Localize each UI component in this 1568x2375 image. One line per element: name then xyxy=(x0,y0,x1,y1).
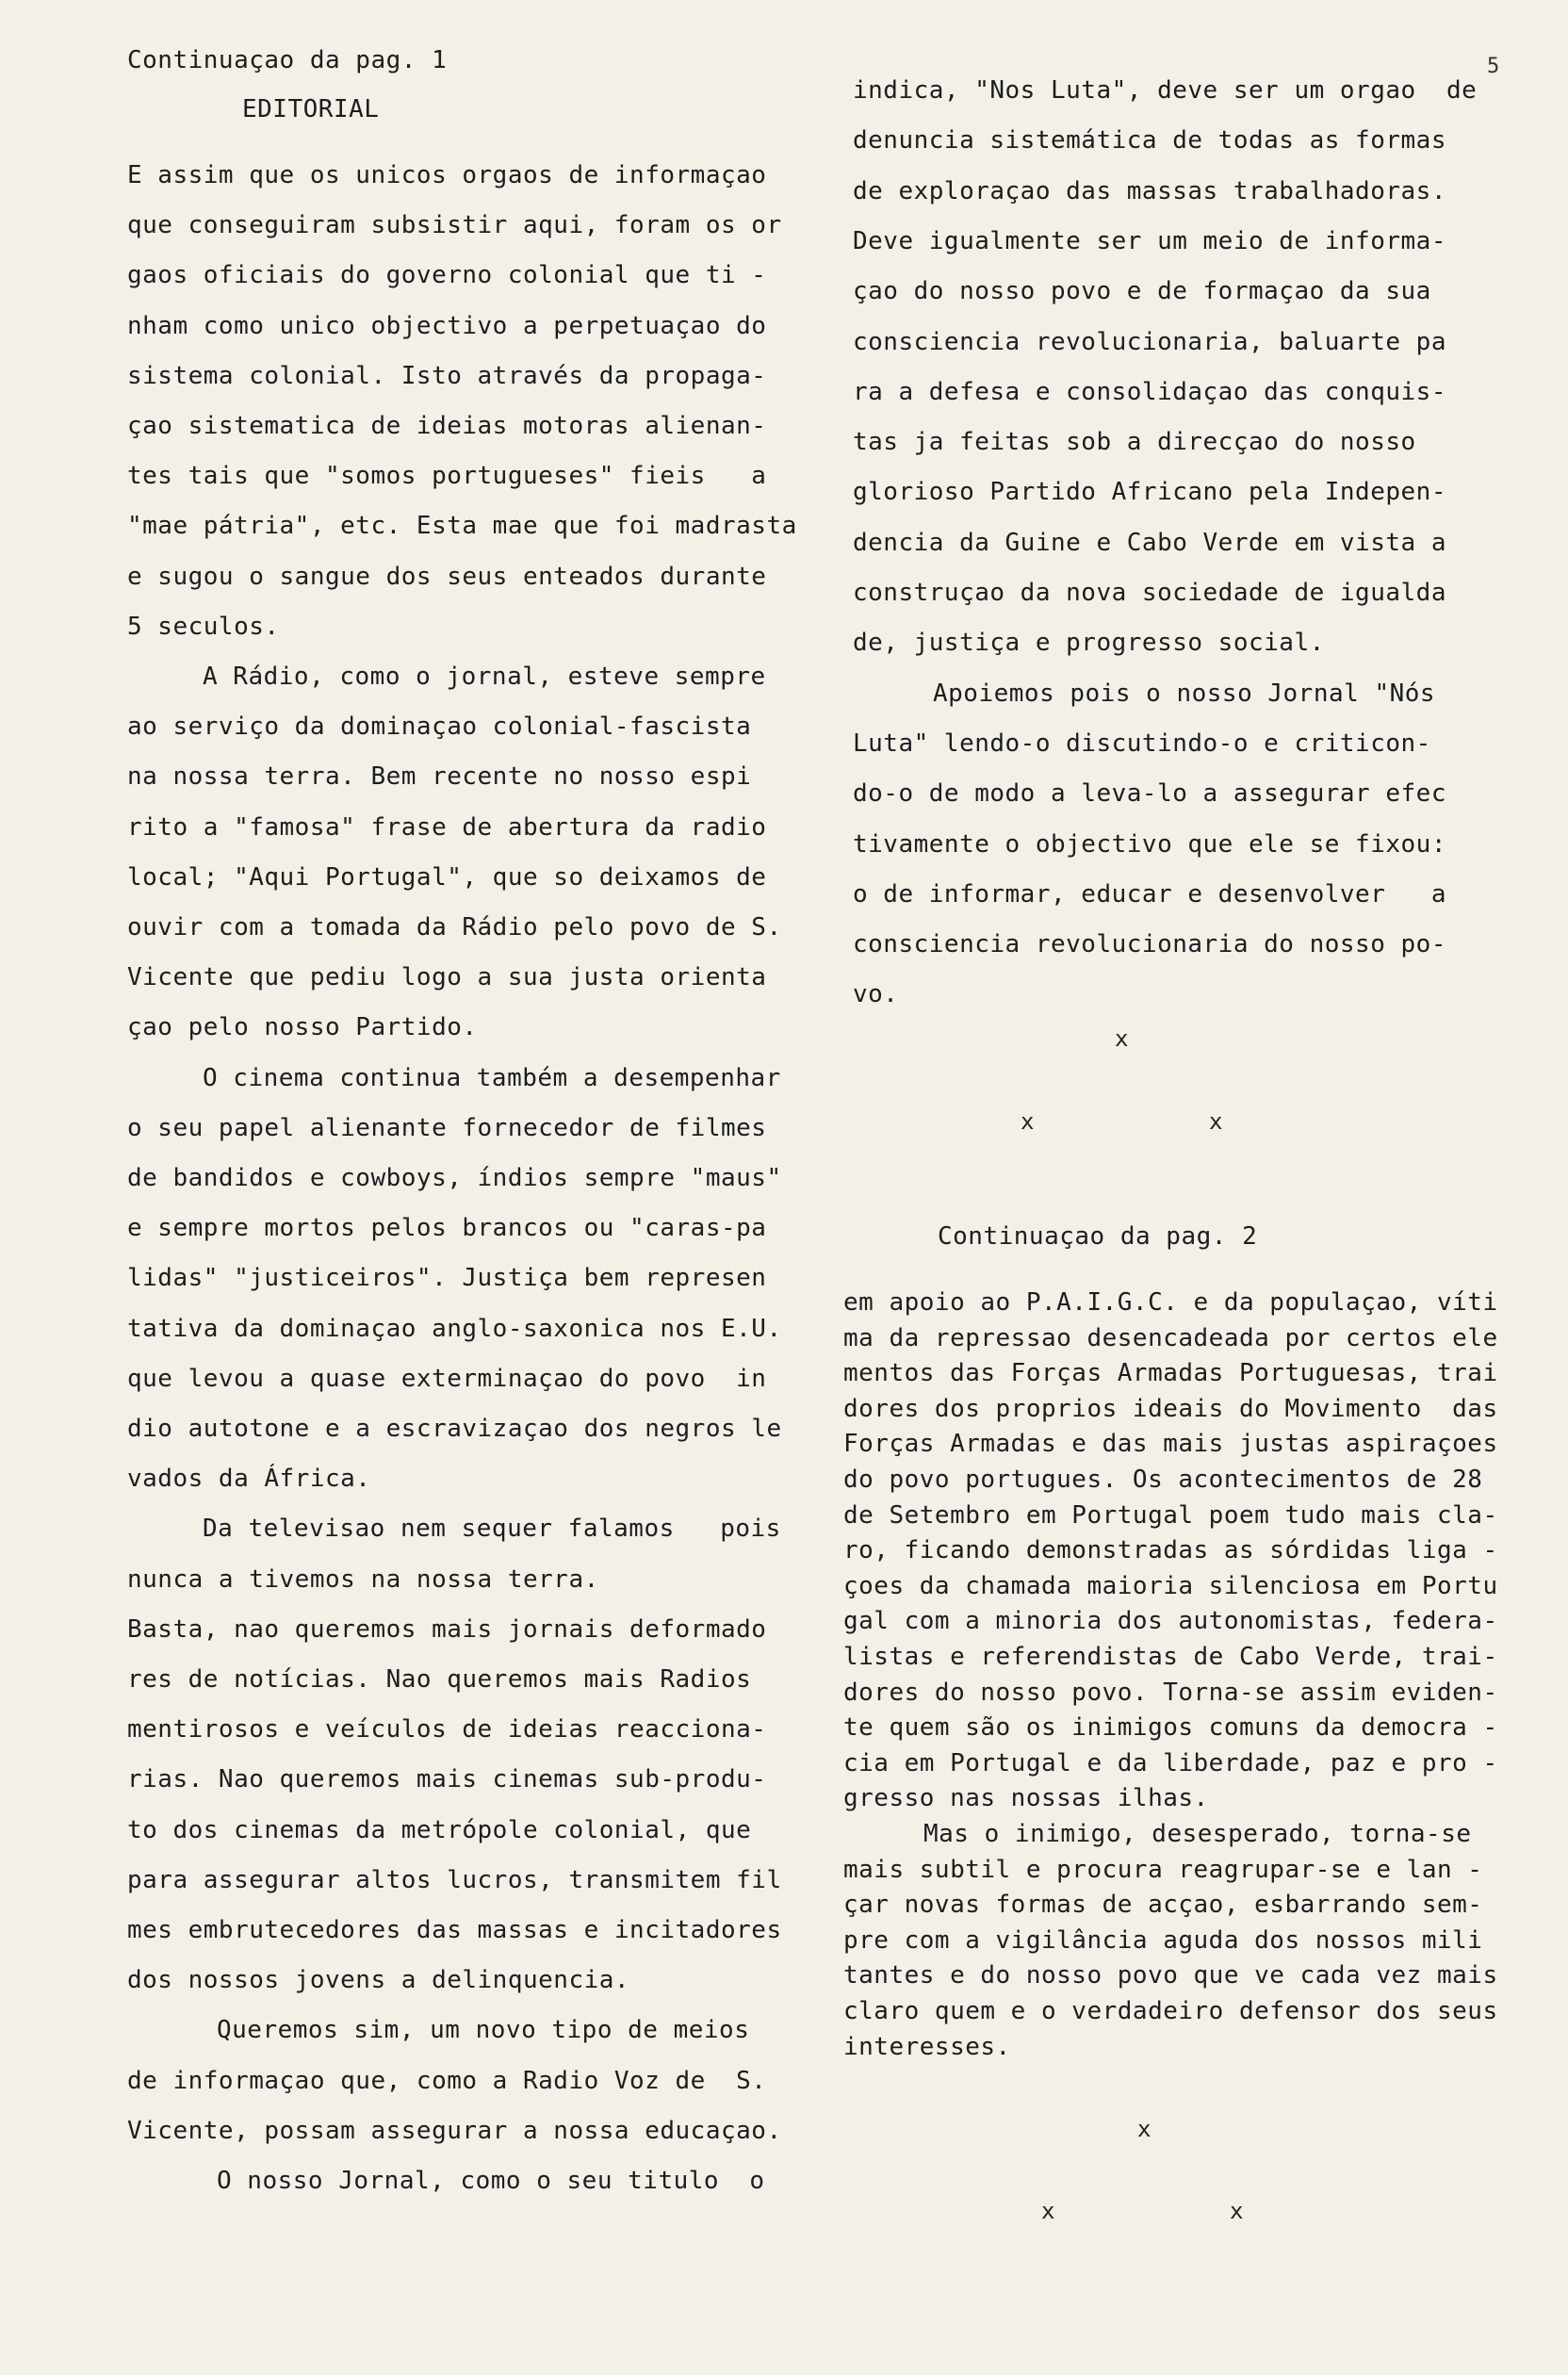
text-line: rito a "famosa" frase de abertura da radio xyxy=(127,812,767,842)
text-line: nham como unico objectivo a perpetuaçao do xyxy=(127,311,767,340)
text-line: e sempre mortos pelos brancos ou "caras-pa xyxy=(127,1214,767,1243)
text-line: Basta, nao queremos mais jornais deformado xyxy=(127,1614,767,1644)
text-line: O cinema continua também a desempenhar xyxy=(203,1063,781,1092)
text-line: para assegurar altos lucros, transmitem fil xyxy=(127,1865,782,1894)
text-line: cia em Portugal e da liberdade, paz e pro - xyxy=(843,1748,1498,1777)
editorial-title: EDITORIAL xyxy=(242,95,380,123)
text-line: de Setembro em Portugal poem tudo mais cla- xyxy=(843,1500,1498,1530)
text-line: to dos cinemas da metrópole colonial, que xyxy=(127,1815,752,1844)
text-line: do-o de modo a leva-lo a assegurar efec xyxy=(853,779,1446,809)
text-line: do povo portugues. Os acontecimentos de 28 xyxy=(843,1466,1483,1494)
separator-mark: x xyxy=(1021,1108,1035,1135)
text-line: çao sistematica de ideias motoras alienan- xyxy=(127,412,767,440)
text-line: çar novas formas de acçao, esbarrando sem- xyxy=(843,1891,1483,1920)
separator-mark: x xyxy=(1137,2116,1152,2142)
text-line: ouvir com a tomada da Rádio pelo povo de S. xyxy=(127,913,782,942)
text-line: de exploraçao das massas trabalhadoras. xyxy=(853,176,1446,205)
text-line: gresso nas nossas ilhas. xyxy=(843,1784,1209,1813)
text-line: e sugou o sangue dos seus enteados durante xyxy=(127,562,767,591)
text-line: que conseguiram subsistir aqui, foram os or xyxy=(127,211,782,240)
text-line: ma da repressao desencadeada por certos ele xyxy=(843,1323,1498,1352)
text-line: gal com a minoria dos autonomistas, federa- xyxy=(843,1607,1498,1636)
text-line: sistema colonial. Isto através da propaga- xyxy=(127,361,767,390)
text-line: mentos das Forças Armadas Portuguesas, trai xyxy=(843,1359,1498,1388)
text-line: dores do nosso povo. Torna-se assim eviden- xyxy=(843,1678,1498,1707)
text-line: local; "Aqui Portugal", que so deixamos de xyxy=(127,862,767,892)
text-line: çoes da chamada maioria silenciosa em Portu xyxy=(843,1571,1498,1600)
text-line: interesses. xyxy=(843,2032,1011,2061)
text-line: 5 seculos. xyxy=(127,612,280,641)
text-line: mes embrutecedores das massas e incitadores xyxy=(127,1916,782,1944)
text-line: mentirosos e veículos de ideias reacciona- xyxy=(127,1715,767,1744)
text-line: de, justiça e progresso social. xyxy=(853,629,1325,658)
text-line: Mas o inimigo, desesperado, torna-se xyxy=(923,1820,1472,1848)
text-line: que levou a quase exterminaçao do povo in xyxy=(127,1364,767,1393)
text-line: dencia da Guine e Cabo Verde em vista a xyxy=(853,528,1446,557)
text-line: lidas" "justiceiros". Justiça bem represen xyxy=(127,1264,767,1293)
text-line: çao pelo nosso Partido. xyxy=(127,1013,478,1042)
text-line: O nosso Jornal, como o seu titulo o xyxy=(217,2167,765,2195)
text-line: Deve igualmente ser um meio de informa- xyxy=(853,226,1446,255)
text-line: na nossa terra. Bem recente no nosso espi xyxy=(127,762,752,792)
text-line: res de notícias. Nao queremos mais Radios xyxy=(127,1665,752,1694)
continuation-header: Continuaçao da pag. 1 xyxy=(127,46,448,74)
text-line: tativa da dominaçao anglo-saxonica nos E.U. xyxy=(127,1314,782,1343)
continuation-header-pag2: Continuaçao da pag. 2 xyxy=(938,1222,1258,1251)
text-line: consciencia revolucionaria do nosso po- xyxy=(853,930,1446,959)
text-line: Da televisao nem sequer falamos pois xyxy=(203,1515,781,1544)
text-line: Luta" lendo-o discutindo-o e criticon- xyxy=(853,729,1431,758)
text-line: claro quem e o verdadeiro defensor dos seus xyxy=(843,1997,1498,2025)
text-line: rias. Nao queremos mais cinemas sub-produ- xyxy=(127,1765,767,1794)
text-line: mais subtil e procura reagrupar-se e lan - xyxy=(843,1855,1483,1884)
text-line: nunca a tivemos na nossa terra. xyxy=(127,1564,599,1594)
text-line: de bandidos e cowboys, índios sempre "maus" xyxy=(127,1164,782,1192)
text-line: E assim que os unicos orgaos de informaçao xyxy=(127,161,767,189)
separator-mark: x xyxy=(1041,2198,1055,2224)
text-line: o seu papel alienante fornecedor de filmes xyxy=(127,1113,767,1142)
text-line: ra a defesa e consolidaçao das conquis- xyxy=(853,377,1446,406)
left-column xyxy=(127,0,815,2375)
text-line: Apoiemos pois o nosso Jornal "Nós xyxy=(933,679,1436,708)
separator-mark: x xyxy=(1209,1108,1223,1135)
text-line: Vicente, possam assegurar a nossa educaçao. xyxy=(127,2116,782,2145)
text-line: o de informar, educar e desenvolver a xyxy=(853,879,1446,909)
text-line: ao serviço da dominaçao colonial-fascista xyxy=(127,712,752,742)
text-line: dio autotone e a escravizaçao dos negros le xyxy=(127,1415,782,1443)
text-line: tivamente o objectivo que ele se fixou: xyxy=(853,829,1446,859)
text-line: gaos oficiais do governo colonial que ti - xyxy=(127,261,767,290)
text-line: A Rádio, como o jornal, esteve sempre xyxy=(203,663,766,691)
text-line: pre com a vigilância aguda dos nossos mili xyxy=(843,1925,1483,1955)
text-line: denuncia sistemática de todas as formas xyxy=(853,126,1446,156)
text-line: te quem são os inimigos comuns da democra - xyxy=(843,1713,1498,1743)
text-line: de informaçao que, como a Radio Voz de S. xyxy=(127,2066,767,2095)
text-line: Forças Armadas e das mais justas aspiraçoes xyxy=(843,1430,1498,1459)
separator-mark: x xyxy=(1115,1025,1129,1052)
text-line: vados da África. xyxy=(127,1465,371,1494)
text-line: Vicente que pediu logo a sua justa orienta xyxy=(127,963,767,992)
text-line: vo. xyxy=(853,980,899,1009)
text-line: listas e referendistas de Cabo Verde, trai- xyxy=(843,1643,1498,1671)
text-line: çao do nosso povo e de formaçao da sua xyxy=(853,277,1431,306)
text-line: construçao da nova sociedade de igualda xyxy=(853,579,1446,607)
text-line: "mae pátria", etc. Esta mae que foi madrasta xyxy=(127,512,797,541)
separator-mark: x xyxy=(1230,2198,1244,2224)
text-line: tantes e do nosso povo que ve cada vez mais xyxy=(843,1961,1498,1990)
text-line: ro, ficando demonstradas as sórdidas liga - xyxy=(843,1536,1498,1565)
text-line: Queremos sim, um novo tipo de meios xyxy=(217,2016,750,2045)
text-line: consciencia revolucionaria, baluarte pa xyxy=(853,327,1446,356)
text-line: dores dos proprios ideais do Movimento das xyxy=(843,1394,1498,1423)
text-line: tes tais que "somos portugueses" fieis a xyxy=(127,462,767,491)
text-line: dos nossos jovens a delinquencia. xyxy=(127,1966,630,1995)
page-number-mark: 5 xyxy=(1487,55,1500,78)
text-line: em apoio ao P.A.I.G.C. e da populaçao, víti xyxy=(843,1288,1498,1317)
text-line: indica, "Nos Luta", deve ser um orgao de xyxy=(853,76,1478,105)
text-line: tas ja feitas sob a direcçao do nosso xyxy=(853,428,1416,457)
right-column xyxy=(843,0,1498,2375)
text-line: glorioso Partido Africano pela Indepen- xyxy=(853,478,1446,507)
